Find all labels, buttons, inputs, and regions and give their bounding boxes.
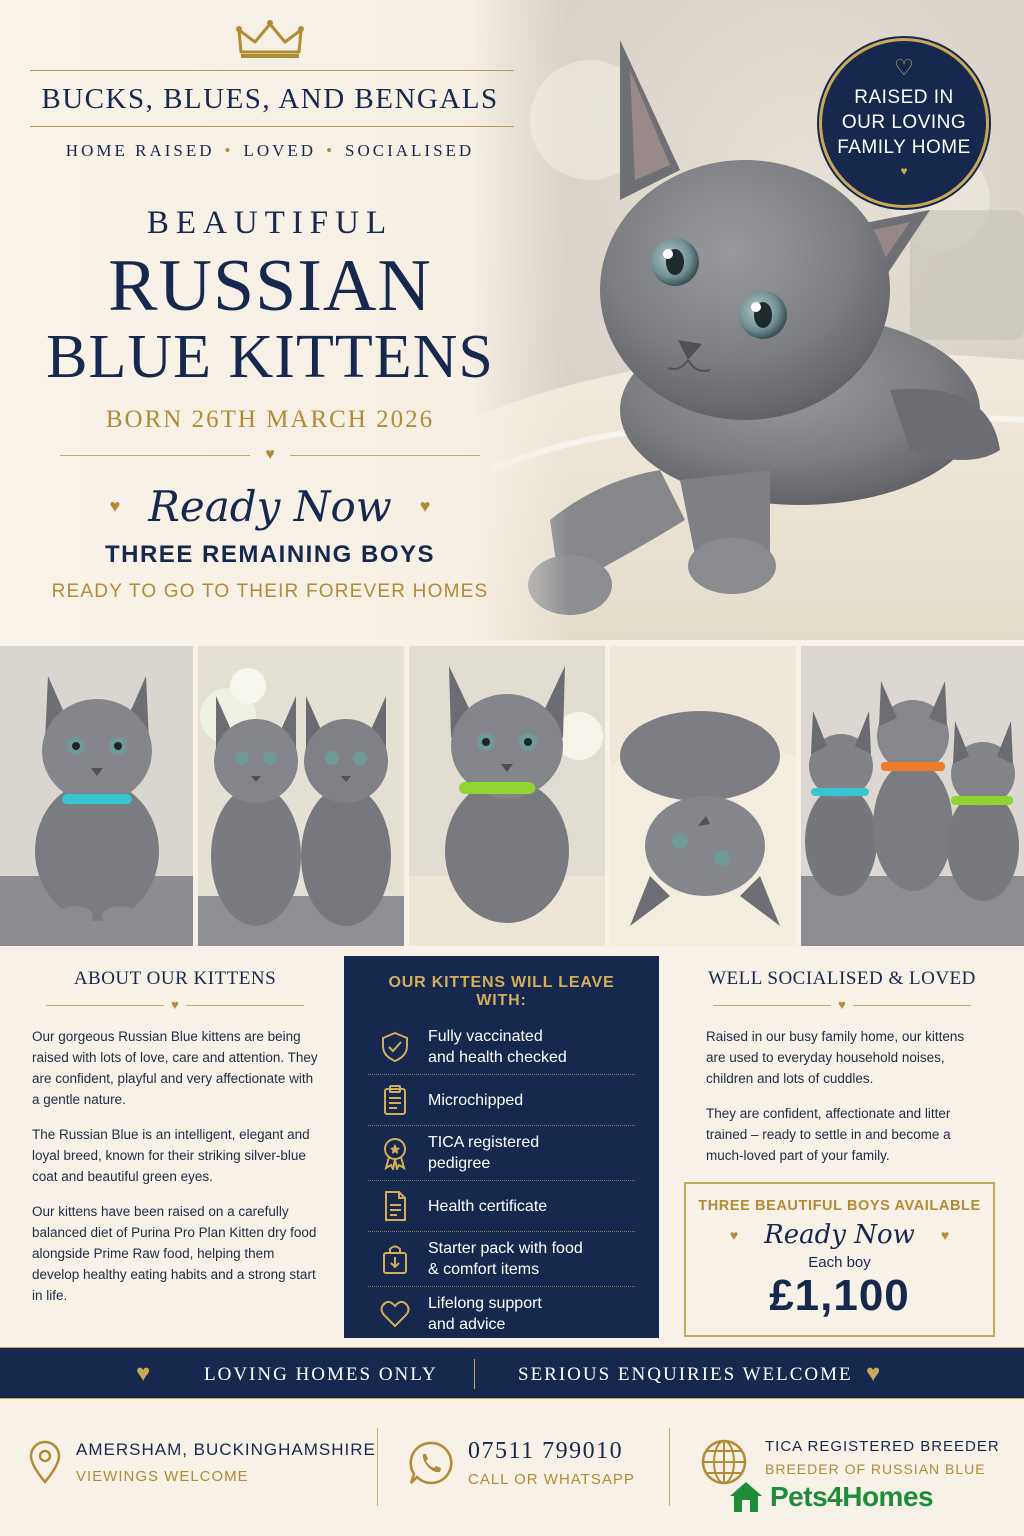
kitten-photo (198, 646, 404, 946)
section-divider (713, 998, 971, 1012)
heart-icon: ♡ (894, 55, 914, 80)
band-left-text: LOVING HOMES ONLY (204, 1364, 438, 1385)
forever-homes: READY TO GO TO THEIR FOREVER HOMES (51, 581, 489, 602)
band-separator (474, 1359, 475, 1389)
price-ready-script: Ready Now (764, 1220, 915, 1250)
socialised-section (690, 968, 994, 1180)
clipboard-icon (380, 1084, 410, 1116)
leave-with-item (368, 1181, 635, 1232)
kitten-photo (409, 646, 605, 946)
heart-icon: ♥ (265, 446, 275, 463)
about-heading: ABOUT OUR KITTENS (73, 968, 277, 989)
kitten-photo-strip (0, 646, 1024, 946)
price-heading: THREE BEAUTIFUL BOYS AVAILABLE (698, 1198, 981, 1214)
ready-now-row (30, 482, 510, 531)
kitten-photo (0, 646, 193, 946)
watermark-text: Pets4Homes (770, 1481, 934, 1512)
title-line-2: BLUE KITTENS (46, 323, 494, 391)
leave-with-panel (344, 956, 659, 1338)
leave-with-label: Lifelong support and advice (428, 1295, 542, 1333)
born-date: BORN 26TH MARCH 2026 (105, 406, 435, 433)
price-value: £1,100 (769, 1271, 910, 1320)
location-pin-icon (28, 1440, 62, 1484)
section-divider (46, 998, 304, 1012)
remaining-boys: THREE REMAINING BOYS (104, 541, 436, 568)
heart-icon: ♥ (900, 164, 908, 178)
bag-icon (380, 1243, 410, 1275)
leave-with-item (368, 1126, 635, 1181)
about-section (32, 968, 318, 1320)
brand-rule-top (30, 70, 514, 71)
globe-icon (700, 1438, 748, 1486)
socialised-paragraph: Raised in our busy family home, our kittens are used to everyday household noises, children and lots of cuddles. (706, 1029, 965, 1086)
family-home-badge (819, 38, 989, 208)
heart-icon: ♥ (109, 496, 121, 516)
call-whatsapp-text: CALL OR WHATSAPP (468, 1471, 635, 1488)
footer-location (76, 1440, 376, 1485)
shield-check-icon (380, 1031, 410, 1063)
leave-with-label: Fully vaccinated and health checked (428, 1028, 567, 1066)
footer-separator (669, 1428, 670, 1506)
price-each-label: Each boy (808, 1254, 871, 1271)
kitten-photo (801, 646, 1024, 946)
footer-contact (468, 1438, 635, 1488)
about-paragraph: The Russian Blue is an intelligent, elegant and loyal breed, known for their striking silver-blue coat and beautiful green eyes. (32, 1127, 310, 1184)
badge-text: RAISED IN OUR LOVING FAMILY HOME (837, 87, 971, 158)
whatsapp-icon (408, 1440, 454, 1486)
phone-number[interactable]: 07511 799010 (468, 1438, 624, 1464)
heart-icon: ♥ (866, 1360, 881, 1387)
rosette-icon (380, 1136, 410, 1170)
tagline: HOME RAISED • LOVED • SOCIALISED (65, 141, 475, 160)
leave-with-label: TICA registered pedigree (428, 1134, 540, 1172)
tagline-item: LOVED (243, 141, 317, 160)
hero-text-block (30, 20, 510, 603)
band-right-text: SERIOUS ENQUIRIES WELCOME (518, 1364, 853, 1385)
leave-with-heading: OUR KITTENS WILL LEAVE WITH: (388, 974, 615, 1009)
tagline-item: SOCIALISED (345, 141, 475, 160)
pets4homes-watermark (728, 1480, 933, 1514)
heart-icon: ♥ (940, 1227, 950, 1243)
breeder-text: BREEDER OF RUSSIAN BLUE (765, 1461, 986, 1477)
hero-section (0, 0, 1024, 640)
house-icon (728, 1480, 764, 1514)
brand-name: BUCKS, BLUES, AND BENGALS (41, 83, 499, 115)
heart-icon: ♥ (838, 997, 846, 1012)
leave-with-label: Microchipped (428, 1091, 524, 1109)
ready-now-script: Ready Now (148, 482, 392, 531)
document-icon (380, 1190, 410, 1222)
socialised-paragraph: They are confident, affectionate and litter trained – ready to settle in and become a much-loved part of your family. (706, 1106, 951, 1163)
location-text: AMERSHAM, BUCKINGHAMSHIRE (76, 1440, 376, 1459)
leave-with-item (368, 1232, 635, 1287)
footer-separator (377, 1428, 378, 1506)
title-line-1: RUSSIAN (108, 245, 432, 327)
enquiries-band (0, 1347, 1024, 1399)
heart-outline-icon (380, 1300, 410, 1328)
contact-footer (0, 1400, 1024, 1536)
kitten-photo (610, 646, 796, 946)
leave-with-label: Health certificate (428, 1197, 548, 1215)
socialised-heading: WELL SOCIALISED & LOVED (708, 968, 976, 989)
viewings-text: VIEWINGS WELCOME (76, 1468, 249, 1485)
leave-with-item (368, 1020, 635, 1075)
heart-icon: ♥ (729, 1227, 739, 1243)
crown-icon (235, 20, 305, 60)
pre-title: BEAUTIFUL (146, 205, 394, 241)
about-paragraph: Our kittens have been raised on a carefully balanced diet of Purina Pro Plan Kitten dry food alongside Prime Raw food, helping them develop healthy eating habits and a strong start in life. (32, 1204, 317, 1303)
price-ready-row (686, 1220, 993, 1250)
price-box (684, 1182, 995, 1337)
hero-divider (60, 446, 480, 464)
heart-icon: ♥ (419, 496, 431, 516)
leave-with-label: Starter pack with food & comfort items (428, 1240, 583, 1278)
brand-rule-bottom (30, 126, 514, 127)
leave-with-item (368, 1075, 635, 1126)
footer-registry (765, 1438, 1000, 1477)
registry-text: TICA REGISTERED BREEDER (765, 1438, 1000, 1455)
heart-icon: ♥ (171, 997, 179, 1012)
about-paragraph: Our gorgeous Russian Blue kittens are being raised with lots of love, care and attention. They are confident, playful and very affectionate with a gentle nature. (32, 1029, 318, 1107)
tagline-item: HOME RAISED (65, 141, 215, 160)
leave-with-item (368, 1287, 635, 1341)
heart-icon: ♥ (136, 1360, 151, 1387)
